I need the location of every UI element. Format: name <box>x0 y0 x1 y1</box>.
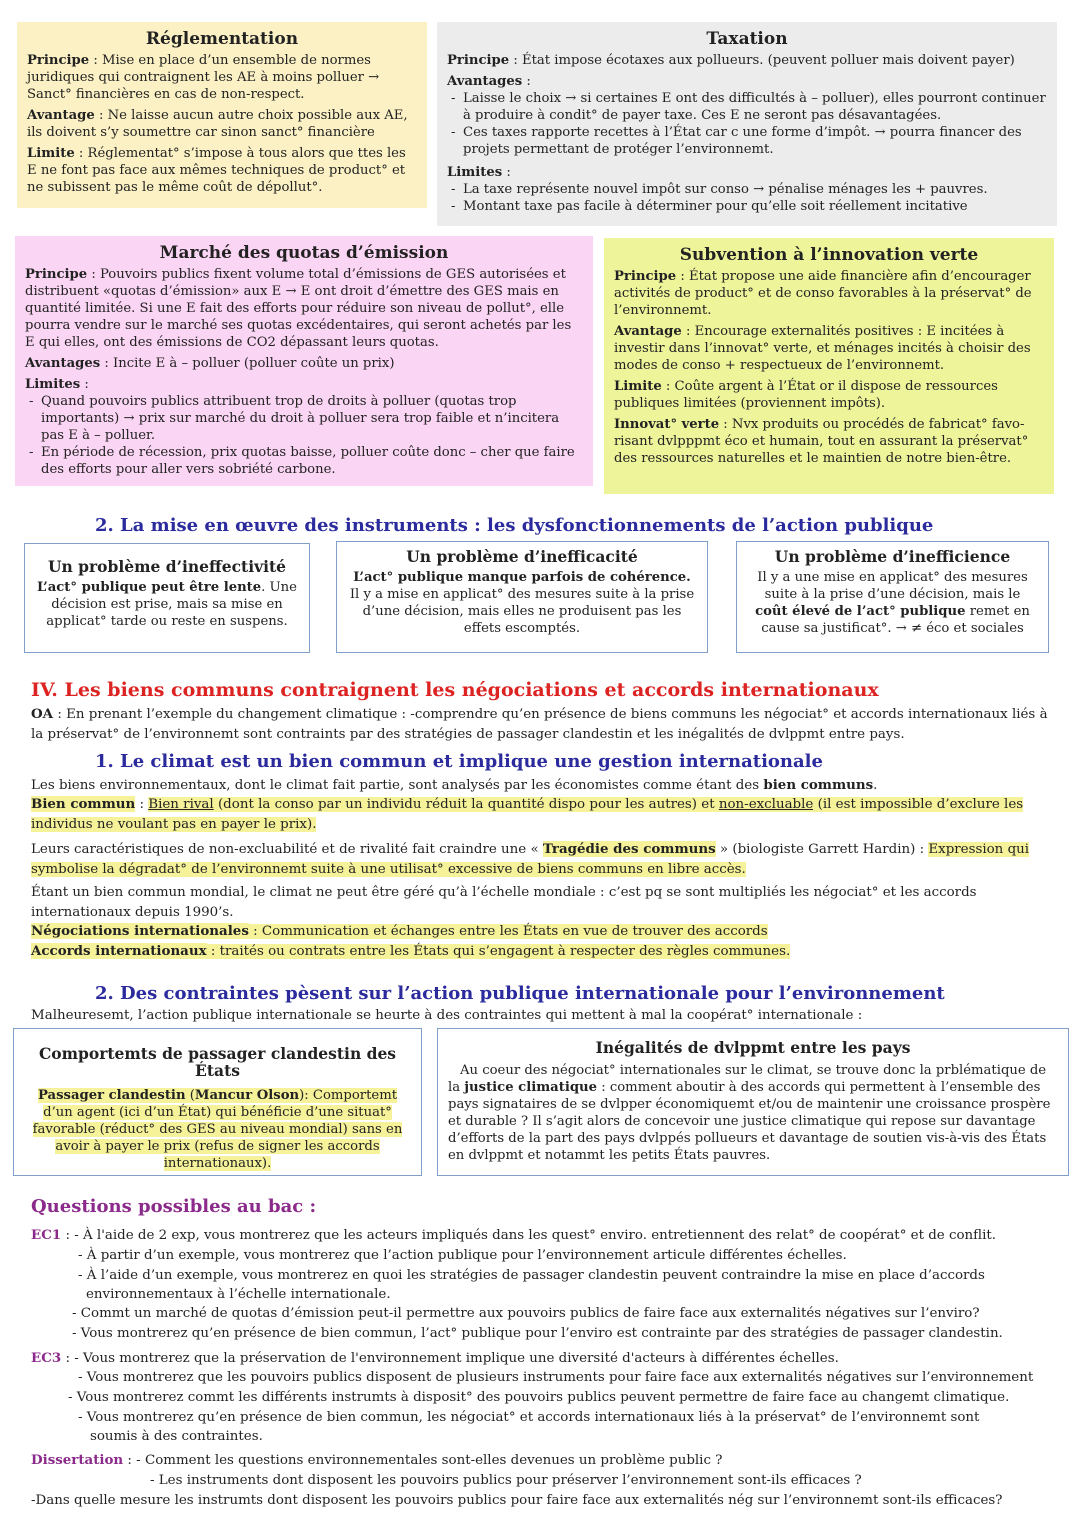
ineffectivite-box <box>24 543 310 653</box>
passager-title: Comportemts de passager clandestin des États <box>38 1044 397 1080</box>
section4-accords: Accords internationaux : traités ou contrats entre les États qui s’engagent à respecter des règles communes. <box>31 943 791 959</box>
section4-tragedie: Leurs caractéristiques de non-excluabilité et de rivalité fait craindre une « Tragédie des communs » (biologiste Garrett Hardin) : Expression qui symbolise la dégradat° de l’environnemt suite à une utilisat° excessive de biens communs en libre accès. <box>31 841 1030 877</box>
inefficience-box <box>736 541 1049 653</box>
list-item: - Montant taxe pas facile à déterminer pour qu’elle soit réellement incitative <box>463 198 1047 215</box>
ec1-line-6: - Vous montrerez qu’en présence de bien commun, l’act° publique pour l’enviro est contrainte par des stratégies de passager clandestin. <box>72 1326 1003 1341</box>
taxation-avantages-list <box>447 90 1047 158</box>
ec1-line-5: - Commt un marché de quotas d’émission peut-il permettre aux pouvoirs publics de faire face aux externalités négatives sur l’enviro? <box>72 1306 980 1321</box>
quotas-box <box>15 236 593 486</box>
ineffectivite-text: L’act° publique peut être lente. Une décision est prise, mais sa mise en applicat° tarde ou reste en suspens. <box>37 580 297 629</box>
passager-box <box>13 1028 422 1176</box>
quotas-avantages: Avantages : Incite E à – polluer (polluer coûte un prix) <box>25 356 395 371</box>
section4-intro2: Malheuresemt, l’action publique internationale se heurte à des contraintes qui mettent à mal la coopérat° internationale : <box>31 1008 863 1023</box>
reglementation-avantage: Avantage : Ne laisse aucun autre choix possible aux AE, ils doivent s’y soumettre car sinon sanct° financière <box>27 108 408 140</box>
subvention-limite: Limite : Coûte argent à l’État or il dispose de ressources publiques limitées (proviennent impôts). <box>614 379 998 411</box>
list-item: - Ces taxes rapporte recettes à l’État car c une forme d’impôt. → pourra financer des projets permettant de protéger l’environnemt. <box>463 124 1047 158</box>
section4-negociations: Négociations internationales : Communication et échanges entre les États en vue de trouver des accords <box>31 923 768 939</box>
section4-sub1: 1. Le climat est un bien commun et implique une gestion internationale <box>95 751 823 772</box>
inefficience-text: Il y a une mise en applicat° des mesures suite à la prise d’une décision, mais le coût élevé de l’act° publique remet en cause sa justificat°. → ≠ éco et sociales <box>755 570 1030 636</box>
section4-title: IV. Les biens communs contraignent les négociations et accords internationaux <box>31 679 879 701</box>
section2-title: 2. La mise en œuvre des instruments : les dysfonctionnements de l’action publique <box>95 515 934 536</box>
ec1-line-4: environnementaux à l’échelle internationale. <box>86 1287 391 1302</box>
subvention-avantage: Avantage : Encourage externalités positives : E incitées à investir dans l’innovat° verte, et ménages incités à choisir des modes de conso + respectueux de l’environnemt. <box>614 324 1031 373</box>
reglementation-box <box>17 22 427 208</box>
inefficacite-text: L’act° publique manque parfois de cohérence. Il y a mise en applicat° des mesures suite à la prise d’une décision, mais elles ne produisent pas les effets escomptés. <box>349 570 695 636</box>
ec3-line-4: - Vous montrerez qu’en présence de bien commun, les négociat° et accords internationaux liés à la préservat° de l’environnemt sont <box>78 1410 980 1425</box>
ineffectivite-title: Un problème d’ineffectivité <box>47 557 286 576</box>
ec3-line-5: soumis à des contraintes. <box>90 1429 263 1444</box>
taxation-title: Taxation <box>706 29 788 49</box>
diss-line-2: - Les instruments dont disposent les pouvoirs publics pour préserver l’environnement sont-ils efficaces ? <box>150 1473 862 1488</box>
ec1-line-1: EC1 : - À l'aide de 2 exp, vous montrerez que les acteurs impliqués dans les quest° enviro. entretiennent des relat° de coopérat° et de conflit. <box>31 1227 996 1243</box>
quotas-principe: Principe : Pouvoirs publics fixent volume total d’émissions de GES autorisées et distribuent «quotas d’émission» aux E → E ont droit d’émettre des GES mais en quantité limitée. Si une E fait des efforts pour réduire son niveau de pollut°, elle pourra vendre sur le marché ses quotas excédentaires, qui seront achetés par les E qui elles, ont des émissions de CO2 dépassant leurs quotas. <box>25 267 572 350</box>
ec1-line-3: - À l’aide d’un exemple, vous montrerez en quoi les stratégies de passager clandestin peuvent contraindre la mise en place d’accords <box>78 1268 985 1283</box>
inegalites-title: Inégalités de dvlppmt entre les pays <box>595 1038 911 1057</box>
subvention-title: Subvention à l’innovation verte <box>679 245 979 265</box>
quotas-limites-list <box>25 393 583 478</box>
subvention-box <box>604 238 1054 494</box>
reglementation-principe: Principe : Mise en place d’un ensemble de normes juridiques qui contraignent les AE à moins polluer → Sanct° financières en cas de non-respect. <box>27 53 380 102</box>
inegalites-box <box>437 1028 1069 1176</box>
passager-text: Passager clandestin (Mancur Olson): Comportemt d’un agent (ici d’un État) qui bénéficie d’une situat° favorable (réduct° des GES au niveau mondial) sans en avoir à payer le prix (refus de signer les accords internationaux). <box>32 1088 403 1171</box>
taxation-box <box>437 22 1057 226</box>
section4-p1: Les biens environnementaux, dont le climat fait partie, sont analysés par les économistes comme étant des bien communs. <box>31 777 878 793</box>
taxation-limites-label: Limites : <box>447 165 511 180</box>
section4-mondial: Étant un bien commun mondial, le climat ne peut être géré qu’à l’échelle mondiale : c’est pq se sont multipliés les négociat° et les accords internationaux depuis 1990’s. <box>31 885 977 920</box>
list-item: - Quand pouvoirs publics attribuent trop de droits à polluer (quotas trop importants) → prix sur marché du droit à polluer sera trop faible et n’incitera pas E à – polluer. <box>41 393 583 444</box>
list-item: - En période de récession, prix quotas baisse, polluer coûte donc – cher que faire des efforts pour aller vers sobriété carbone. <box>41 444 583 478</box>
inefficacite-title: Un problème d’inefficacité <box>406 547 638 566</box>
list-item: - La taxe représente nouvel impôt sur conso → pénalise ménages les + pauvres. <box>463 181 1047 198</box>
taxation-limites-list <box>447 181 1047 215</box>
reglementation-title: Réglementation <box>145 29 299 49</box>
subvention-principe: Principe : État propose une aide financière afin d’encourager activités de product° et de conso favorables à la préservat° de l’environnemt. <box>614 269 1032 318</box>
section4-bien-commun: Bien commun : Bien rival (dont la conso par un individu réduit la quantité dispo pour les autres) et non-excluable (il est impossible d’exclure les individus ne voulant pas en payer le prix). <box>31 796 1024 832</box>
subvention-innovation: Innovat° verte : Nvx produits ou procédés de fabricat° favo-risant dvlpppmt éco et humain, tout en assurant la préservat° des ressources naturelles et le maintien de notre bien-être. <box>614 417 1029 466</box>
ec1-line-2: - À partir d’un exemple, vous montrerez que l’action publique pour l’environnement articule différentes échelles. <box>78 1248 847 1263</box>
inefficience-title: Un problème d’inefficience <box>774 547 1011 566</box>
quotas-limites-label: Limites : <box>25 377 89 392</box>
questions-title: Questions possibles au bac : <box>31 1196 317 1217</box>
ec3-line-1: EC3 : - Vous montrerez que la préservation de l'environnement implique une diversité d'acteurs à différentes échelles. <box>31 1350 839 1366</box>
section4-oa: OA : En prenant l’exemple du changement climatique : -comprendre qu’en présence de biens communs les négociat° et accords internationaux liés à la préservat° de l’environnemt sont contraints par des stratégies de passager clandestin et les inégalités de dvlppmt entre pays. <box>31 706 1048 742</box>
list-item: - Laisse le choix → si certaines E ont des difficultés à – polluer), elles pourront continuer à produire à condit° de payer taxe. Ces E ne seront pas désavantagées. <box>463 90 1047 124</box>
diss-line-1: Dissertation : - Comment les questions environnementales sont-elles devenues un problème public ? <box>31 1452 723 1468</box>
reglementation-limite: Limite : Réglementat° s’impose à tous alors que ttes les E ne font pas face aux mêmes techniques de product° et ne subissent pas le même coût de dépollut°. <box>27 146 406 195</box>
section4-sub2: 2. Des contraintes pèsent sur l’action publique internationale pour l’environnement <box>95 983 945 1004</box>
quotas-title: Marché des quotas d’émission <box>159 243 449 263</box>
diss-line-3: -Dans quelle mesure les instrumts dont disposent les pouvoirs publics pour faire face aux externalités nég sur l’environnemt sont-ils efficaces? <box>31 1493 1003 1508</box>
ec3-line-3: - Vous montrerez commt les différents instrumts à disposit° des pouvoirs publics peuvent permettre de faire face au changemt climatique. <box>68 1390 1010 1405</box>
taxation-principe: Principe : État impose écotaxes aux pollueurs. (peuvent polluer mais doivent payer) <box>447 53 1015 68</box>
inefficacite-box <box>336 541 708 653</box>
ec3-line-2: - Vous montrerez que les pouvoirs publics disposent de plusieurs instruments pour faire face aux externalités négatives sur l’environnement <box>78 1370 1034 1385</box>
inegalites-text: Au coeur des négociat° internationales sur le climat, se trouve donc la prblématique de la justice climatique : comment aboutir à des accords qui permettent à l’ensemble des pays signataires de se dvlpper économiquemt et/ou de maintenir une croissance prospère et durable ? Il s’agit alors de concevoir une justice climatique qui repose sur davantage d’efforts de la part des pays dvlppés pollueurs et davantage de soutien vis-à-vis des États en dvlppmt et notammt les petits États pauvres. <box>448 1063 1051 1163</box>
taxation-avantages-label: Avantages : <box>447 74 531 89</box>
